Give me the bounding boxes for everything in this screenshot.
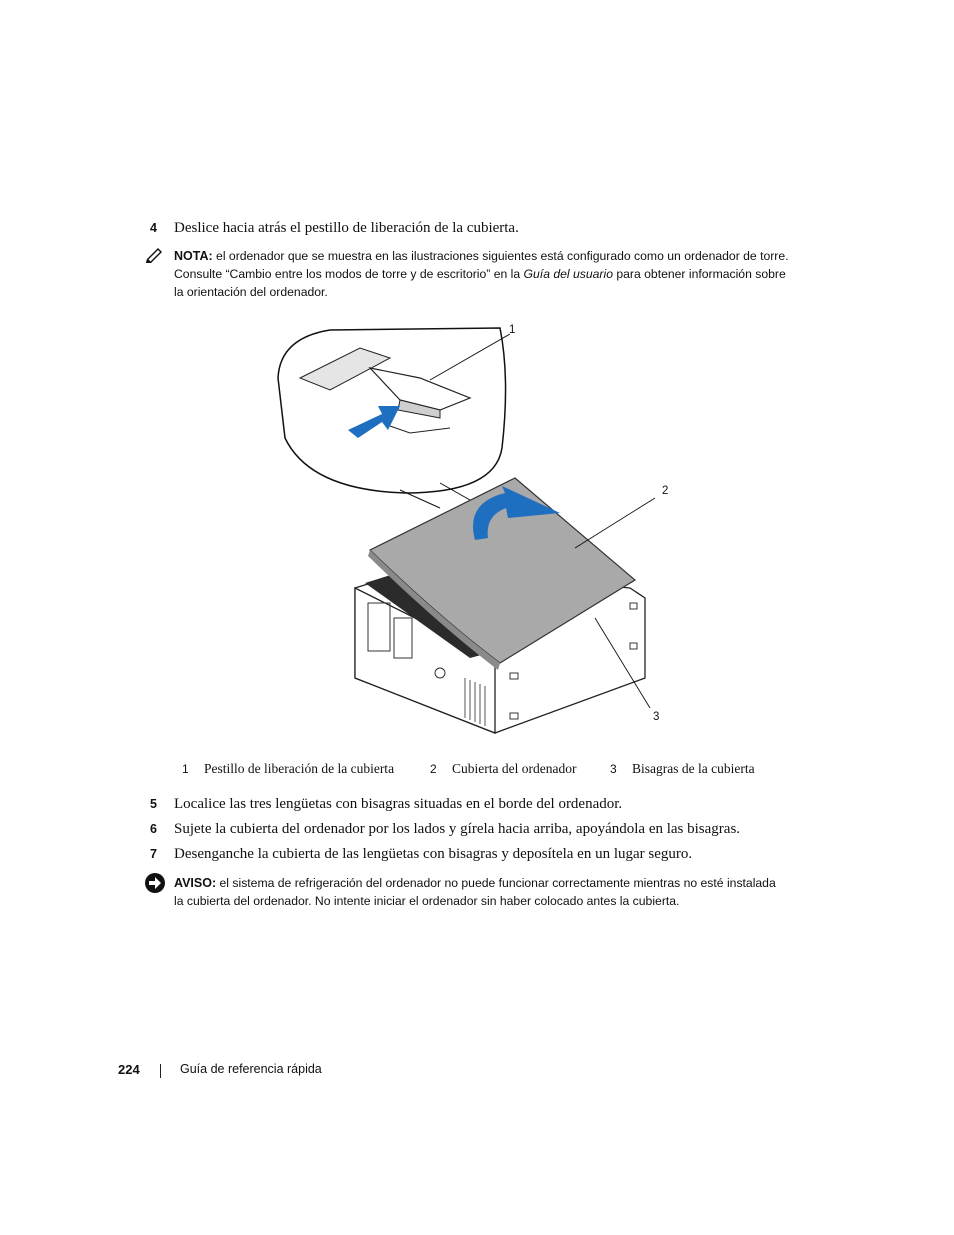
footer-divider bbox=[160, 1064, 161, 1078]
step-number: 6 bbox=[150, 822, 157, 836]
step-number: 5 bbox=[150, 797, 157, 811]
step-text: Localice las tres lengüetas con bisagras situadas en el borde del ordenador. bbox=[174, 796, 623, 812]
callout-1: 1 bbox=[509, 324, 516, 336]
page-number: 224 bbox=[118, 1062, 140, 1077]
computer-illustration bbox=[270, 318, 690, 738]
note-line-1: NOTA: el ordenador que se muestra en las ilustraciones siguientes está configurado como un ordenador de torre. bbox=[174, 249, 789, 263]
notice-arrow-icon bbox=[144, 872, 166, 894]
note-line-2: Consulte “Cambio entre los modos de torre y de escritorio” en la Guía del usuario para obtener información sobre bbox=[174, 267, 786, 281]
callout-2: 2 bbox=[662, 485, 669, 497]
step-text: Desenganche la cubierta de las lengüetas con bisagras y deposítela en un lugar seguro. bbox=[174, 846, 693, 862]
step-number: 7 bbox=[150, 847, 157, 861]
notice-label: AVISO: bbox=[174, 876, 217, 890]
notice-body bbox=[174, 874, 824, 910]
notice-line-1: AVISO: el sistema de refrigeración del ordenador no puede funcionar correctamente mientras no esté instalada bbox=[174, 876, 776, 890]
step-number: 4 bbox=[150, 221, 157, 235]
cover-removal-figure bbox=[270, 318, 690, 738]
notice-line-2: la cubierta del ordenador. No intente iniciar el ordenador sin haber colocado antes la cubierta. bbox=[174, 894, 680, 908]
note-body bbox=[174, 247, 824, 301]
footer-title: Guía de referencia rápida bbox=[180, 1062, 322, 1076]
user-guide-ref: Guía del usuario bbox=[523, 267, 613, 281]
callout-3: 3 bbox=[653, 711, 660, 723]
note-label: NOTA: bbox=[174, 249, 213, 263]
step-text: Deslice hacia atrás el pestillo de liberación de la cubierta. bbox=[174, 220, 519, 236]
note-line-3: la orientación del ordenador. bbox=[174, 285, 328, 299]
step-text: Sujete la cubierta del ordenador por los lados y gírela hacia arriba, apoyándola en las bisagras. bbox=[174, 821, 741, 837]
pencil-note-icon bbox=[144, 247, 166, 265]
